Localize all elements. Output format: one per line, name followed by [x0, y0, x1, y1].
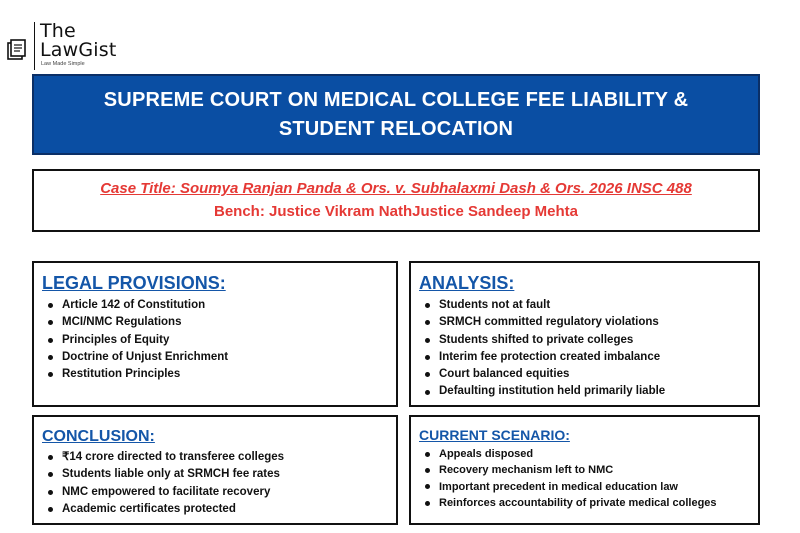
analysis-list [419, 297, 665, 401]
list-item: Interim fee protection created imbalance [439, 349, 665, 366]
list-item: Principles of Equity [62, 332, 228, 349]
legal-provisions-heading: LEGAL PROVISIONS: [42, 273, 226, 293]
legal-provisions-panel [32, 261, 398, 407]
list-item: Defaulting institution held primarily liable [439, 383, 665, 400]
list-item: SRMCH committed regulatory violations [439, 314, 665, 331]
conclusion-heading: CONCLUSION: [42, 428, 155, 445]
logo-tagline: Law Made Simple [41, 61, 85, 67]
case-info-box [32, 169, 760, 232]
bench-info: Bench: Justice Vikram NathJustice Sandeep Mehta [213, 203, 578, 220]
title-banner [32, 74, 760, 155]
list-item: Appeals disposed [439, 446, 717, 462]
list-item: Restitution Principles [62, 366, 228, 383]
analysis-panel [409, 261, 760, 407]
list-item: ₹14 crore directed to transferee colleges [62, 449, 284, 466]
list-item: Important precedent in medical education law [439, 479, 717, 495]
list-item: Doctrine of Unjust Enrichment [62, 349, 228, 366]
conclusion-list [42, 449, 284, 518]
list-item: NMC empowered to facilitate recovery [62, 484, 284, 501]
logo-text-the: The [40, 20, 76, 42]
list-item: Reinforces accountability of private medical colleges [439, 495, 717, 511]
current-scenario-panel [409, 415, 760, 525]
current-scenario-heading: CURRENT SCENARIO: [419, 427, 570, 443]
logo-divider [34, 22, 35, 70]
list-item: Students shifted to private colleges [439, 332, 665, 349]
list-item: Court balanced equities [439, 366, 665, 383]
list-item: Students not at fault [439, 297, 665, 314]
list-item: Article 142 of Constitution [62, 297, 228, 314]
page-title: SUPREME COURT ON MEDICAL COLLEGE FEE LIABILITY & STUDENT RELOCATION [103, 88, 689, 140]
list-item: Academic certificates protected [62, 501, 284, 518]
logo-text-lawgist: LawGist [40, 39, 117, 61]
current-scenario-list [419, 446, 717, 511]
conclusion-panel [32, 415, 398, 525]
list-item: MCI/NMC Regulations [62, 314, 228, 331]
list-item: Recovery mechanism left to NMC [439, 462, 717, 478]
list-item: Students liable only at SRMCH fee rates [62, 466, 284, 483]
lawgist-logo[interactable] [6, 16, 126, 72]
case-title: Case Title: Soumya Ranjan Panda & Ors. v. Subhalaxmi Dash & Ors. 2026 INSC 488 [100, 180, 692, 197]
book-icon [6, 38, 28, 62]
legal-provisions-list [42, 297, 228, 383]
analysis-heading: ANALYSIS: [419, 273, 515, 293]
